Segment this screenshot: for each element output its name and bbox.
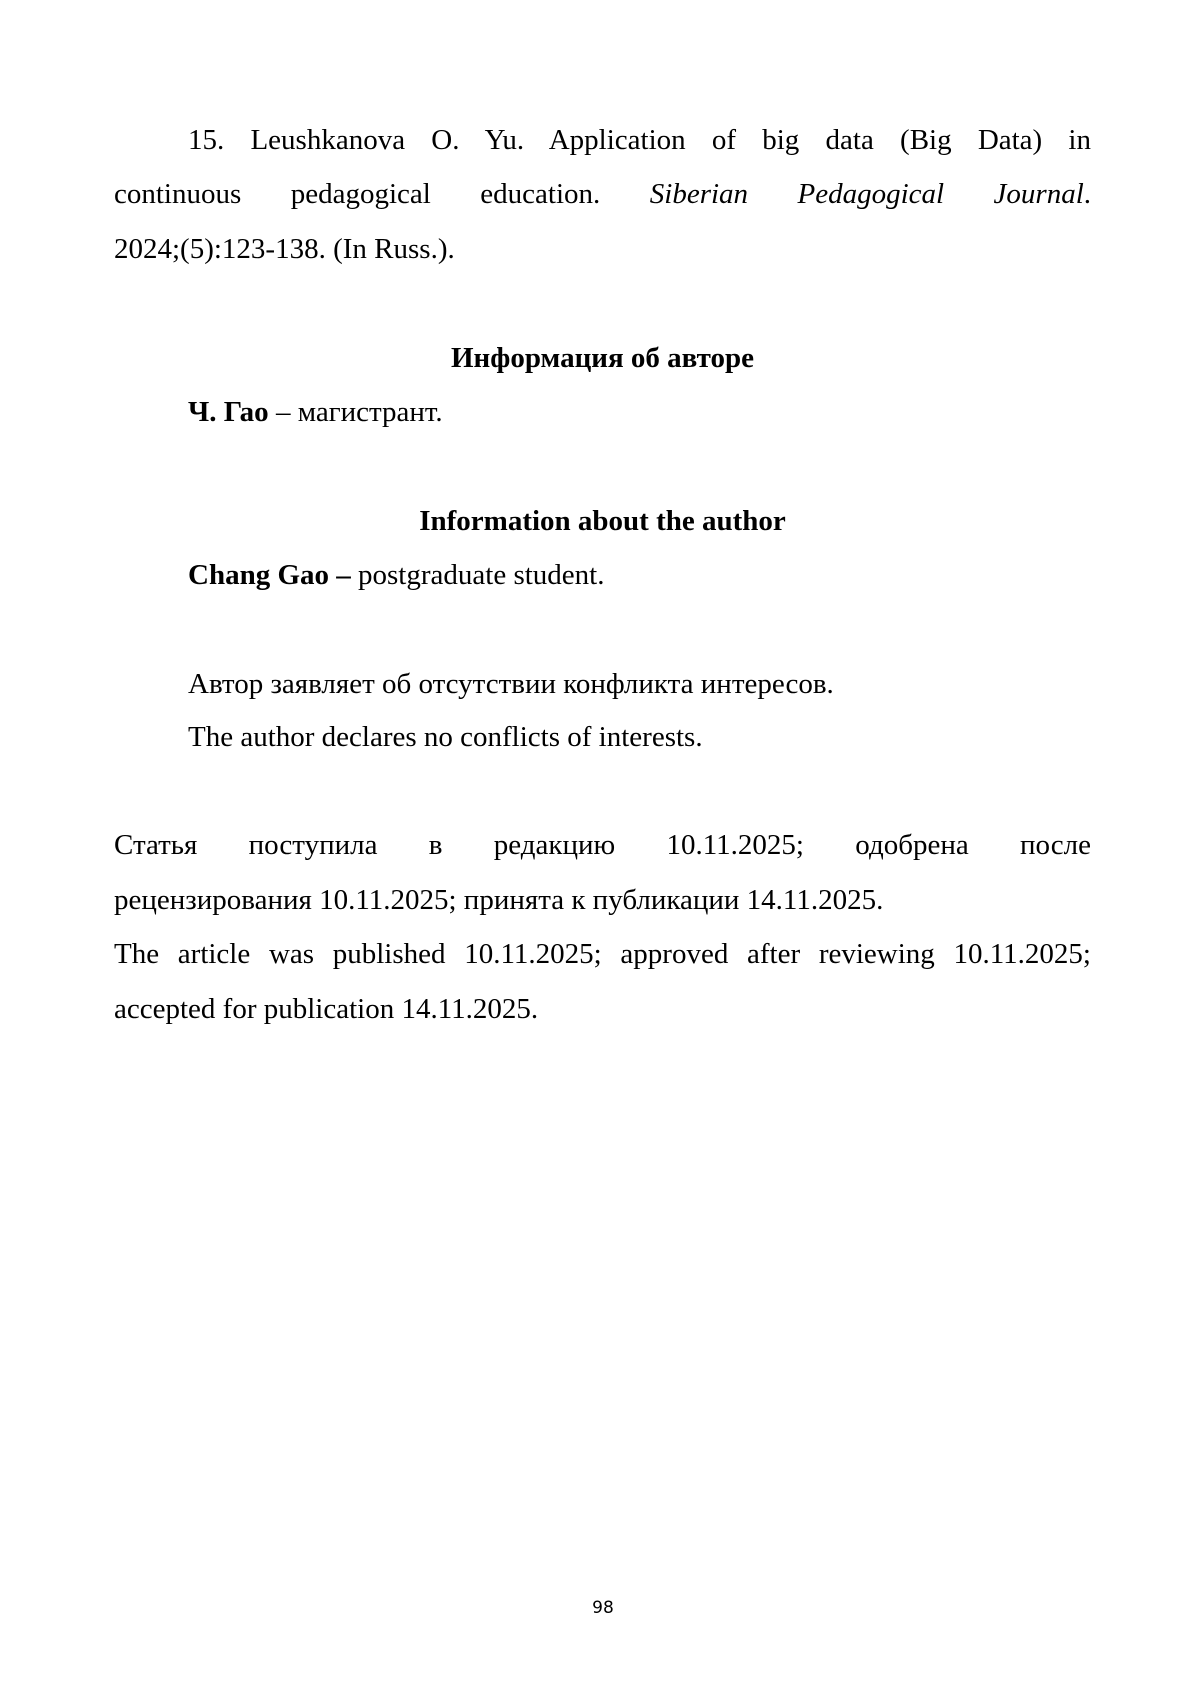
author-role-ru: – магистрант.: [268, 396, 443, 428]
dates-en-line-2: accepted for publication 14.11.2025.: [114, 993, 539, 1025]
journal-name: Siberian Pedagogical Journal: [649, 178, 1084, 210]
author-en: [188, 548, 1091, 602]
dates-en-line-1: The article was published 10.11.2025; approved after reviewing 10.11.2025;: [114, 938, 1091, 970]
author-name-en: Chang Gao –: [188, 559, 351, 591]
author-role-en: postgraduate student.: [350, 559, 605, 591]
conflict-statement-en: The author declares no conflicts of interests.: [188, 721, 703, 753]
reference-line-3: 2024;(5):123-138. (In Russ.).: [114, 233, 455, 265]
conflict-statement-ru: Автор заявляет об отсутствии конфликта интересов.: [188, 668, 834, 700]
author-info-heading-ru: Информация об авторе: [451, 342, 754, 374]
author-ru: [188, 385, 1091, 439]
reference-line-1: 15. Leushkanova O. Yu. Application of big data (Big Data) in: [188, 124, 1091, 156]
dates-ru-line-1: Статья поступила в редакцию 10.11.2025; одобрена после: [114, 829, 1091, 861]
reference-line-2: [114, 167, 1091, 221]
reference-punct: .: [1083, 178, 1092, 210]
author-info-heading-en: Information about the author: [419, 505, 786, 537]
page-number: 98: [592, 1598, 614, 1618]
author-name-ru: Ч. Гао: [188, 396, 269, 428]
dates-ru-line-2: рецензирования 10.11.2025; принята к публикации 14.11.2025.: [114, 884, 884, 916]
reference-title: continuous pedagogical education.: [114, 178, 601, 210]
